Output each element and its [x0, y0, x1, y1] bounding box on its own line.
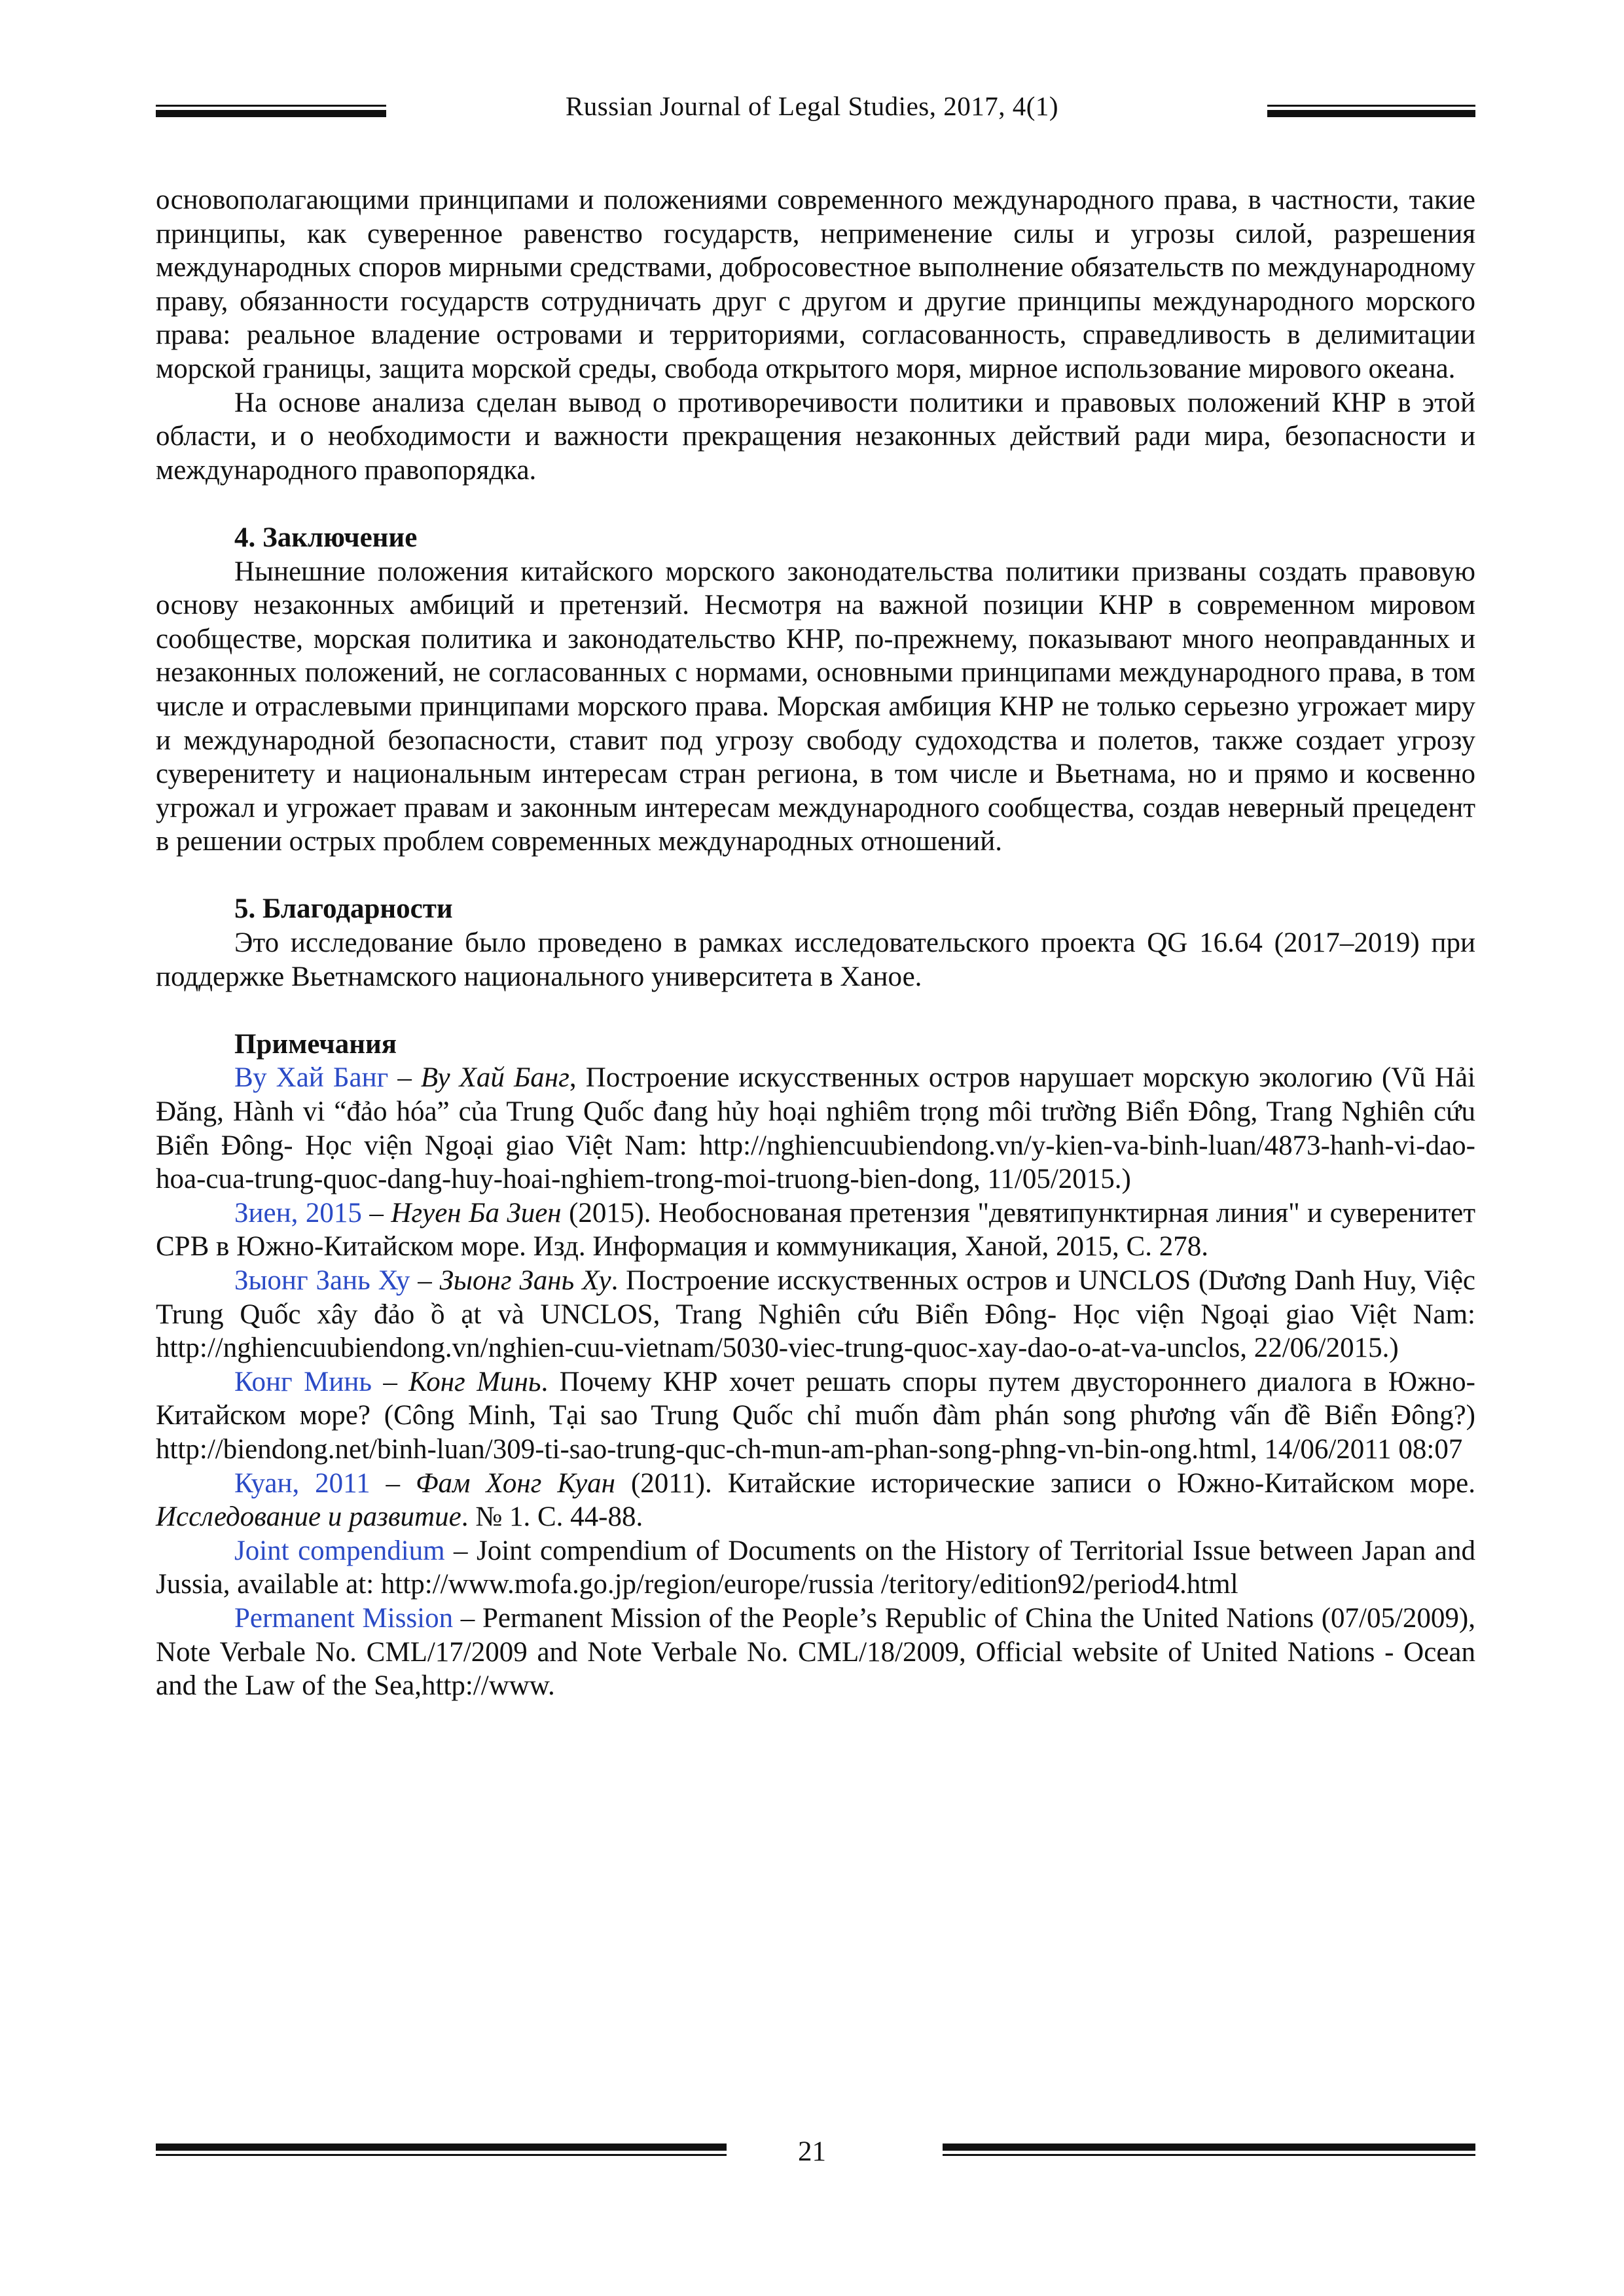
reference-link[interactable]: Конг Минь: [234, 1366, 372, 1397]
reference-text: . Почему КНР хочет решать споры путем двустороннего диалога в Южно-Китайском море? (Công Minh, Tại sao Trung Quốc chỉ muốn đàm phán song phương vấn đề Biển Đông?) http://biendong.net/binh-luan/309-ti-sao-trung-quc-ch-mun-am-phan-song-phng-vn-bin-ong.html, 14/06/2011 08:07: [156, 1366, 1476, 1465]
body-paragraph: Это исследование было проведено в рамках исследовательского проекта QG 16.64 (2017–2019) при поддержке Вьетнамского национального университета в Ханое.: [156, 927, 1475, 992]
reference-entry: Зиен, 2015 – Нгуен Ба Зиен (2015). Необоснованая претензия "девятипунктирная линия" и суверенитет СРВ в Южно-Китайском море. Изд. Информация и коммуникация, Ханой, 2015, С. 278.: [156, 1197, 1476, 1263]
reference-author: Фам Хонг Куан: [415, 1467, 616, 1499]
reference-entry: Ву Хай Банг – Ву Хай Банг, Построение искусственных остров нарушает морскую экологию (Vũ Hải Đăng, Hành vi “đảo hóa” của Trung Quốc đang hủy hoại nghiêm trọng môi trường Biển Đông, Trang Nghiên cứu Biển Đông- Học viện Ngoại giao Việt Nam: http://nghiencuubiendong.vn/y-kien-va-binh-luan/4873-hanh-vi-dao-hoa-cua-trung-quoc-dang-huy-hoai-nghiem-trong-moi-truong-bien-dong, 11/05/2015.): [156, 1062, 1475, 1195]
section-heading: Примечания: [234, 1028, 397, 1060]
reference-text: (2011). Китайские исторические записи о Южно-Китайском море.: [615, 1467, 1475, 1499]
reference-entry: Зыонг Зань Ху – Зыонг Зань Ху. Построение исскуственных остров и UNCLOS (Dương Danh Huy, Việc Trung Quốc xây đảo ồ ạt và UNCLOS, Trang Nghiên cứu Biển Đông- Học viện Ngoại giao Việt Nam: http://nghiencuubiendong.vn/nghien-cuu-vietnam/5030-viec-trung-quoc-xay-dao-o-at-va-unclos, 22/06/2015.): [156, 1265, 1476, 1364]
reference-author: Конг Минь: [408, 1366, 541, 1397]
section-heading: 4. Заключение: [234, 522, 418, 553]
reference-link[interactable]: Permanent Mission: [234, 1602, 454, 1634]
reference-author: Ву Хай Банг: [420, 1062, 569, 1094]
body-paragraph: Нынешние положения китайского морского законодательства политики призваны создать правовую основу незаконных амбиций и претензий. Несмотря на важной позиции КНР в современном мировом сообществе, морская политика и законодательство КНР, по-прежнему, показывают много неоправданных и незаконных положений, не согласованных с нормами, основными принципами международного права, в том числе и отраслевыми принципами морского права. Морская амбиция КНР не только серьезно угрожает миру и международной безопасности, ставит под угрозу свободу судоходства и полетов, также создает угрозу суверенитету и национальным интересам стран региона, в том числе и Вьетнама, но и прямо и косвенно угрожал и угрожает правам и законным интересам международного сообщества, создав неверный прецедент в решении острых проблем современных международных отношений.: [156, 556, 1475, 857]
reference-link[interactable]: Куан, 2011: [234, 1467, 370, 1499]
section-heading: 5. Благодарности: [234, 893, 453, 925]
reference-text: , Построение искусственных остров нарушает морскую экологию (Vũ Hải Đăng, Hành vi “đảo hóa” của Trung Quốc đang hủy hoại nghiêm trọng môi trường Biển Đông, Trang Nghiên cứu Biển Đông- Học viện Ngoại giao Việt Nam: http://nghiencuubiendong.vn/y-kien-va-binh-luan/4873-hanh-vi-dao-hoa-cua-trung-quoc-dang-huy-hoai-nghiem-trong-moi-truong-bien-dong, 11/05/2015.): [156, 1062, 1475, 1195]
reference-entry: Permanent Mission – Permanent Mission of the People’s Republic of China the United Nations (07/05/2009), Note Verbale No. CML/17/2009 and Note Verbale No. CML/18/2009, Official website of United Nations - Ocean and the Law of the Sea,http://www.: [156, 1602, 1476, 1702]
footer-rule-left: [156, 2144, 727, 2156]
reference-entry: Куан, 2011 – Фам Хонг Куан (2011). Китайские исторические записи о Южно-Китайском море. Исследование и развитие. № 1. С. 44-88.: [156, 1467, 1475, 1533]
reference-author: Нгуен Ба Зиен: [391, 1197, 562, 1229]
reference-link[interactable]: Ву Хай Банг: [234, 1062, 389, 1094]
reference-journal: Исследование и развитие: [156, 1501, 461, 1533]
body-paragraph: На основе анализа сделан вывод о противоречивости политики и правовых положений КНР в этой области, и о необходимости и важности прекращения незаконных действий ради мира, безопасности и международного правопорядка.: [156, 387, 1475, 486]
reference-text: (2015). Необоснованая претензия "девятипунктирная линия" и суверенитет СРВ в Южно-Китайском море. Изд. Информация и коммуникация, Ханой, 2015, С. 278.: [156, 1197, 1476, 1263]
reference-link[interactable]: Зиен, 2015: [234, 1197, 362, 1229]
reference-link[interactable]: Joint compendium: [234, 1535, 445, 1566]
page-content: [156, 183, 1475, 1703]
reference-author: Зыонг Зань Ху: [439, 1265, 611, 1296]
reference-text: . Построение исскуственных остров и UNCLOS (Dương Danh Huy, Việc Trung Quốc xây đảo ồ ạt và UNCLOS, Trang Nghiên cứu Biển Đông- Học viện Ngoại giao Việt Nam: http://nghiencuubiendong.vn/nghien-cuu-vietnam/5030-viec-trung-quoc-xay-dao-o-at-va-unclos, 22/06/2015.): [156, 1265, 1476, 1364]
reference-entry: Конг Минь – Конг Минь. Почему КНР хочет решать споры путем двустороннего диалога в Южно-Китайском море? (Công Minh, Tại sao Trung Quốc chỉ muốn đàm phán song phương vấn đề Biển Đông?) http://biendong.net/binh-luan/309-ti-sao-trung-quc-ch-mun-am-phan-song-phng-vn-bin-ong.html, 14/06/2011 08:07: [156, 1366, 1476, 1465]
reference-text: Permanent Mission of the People’s Republic of China the United Nations (07/05/2009), Note Verbale No. CML/17/2009 and Note Verbale No. CML/18/2009, Official website of United Nations - Ocean and the Law of the Sea,http://www.: [156, 1602, 1476, 1702]
reference-link[interactable]: Зыонг Зань Ху: [234, 1265, 410, 1296]
page-number: 21: [798, 2136, 826, 2167]
footer-rule-right: [943, 2144, 1475, 2156]
reference-text: Joint compendium of Documents on the History of Territorial Issue between Japan and Jussia, available at: http://www.mofa.go.jp/region/europe/russia /teritory/edition92/period4.html: [156, 1535, 1476, 1600]
reference-entry: Joint compendium – Joint compendium of Documents on the History of Territorial Issue between Japan and Jussia, available at: http://www.mofa.go.jp/region/europe/russia /teritory/edition92/period4.html: [156, 1535, 1476, 1600]
running-header: Russian Journal of Legal Studies, 2017, 4(1): [565, 91, 1059, 121]
body-paragraph: основополагающими принципами и положениями современного международного права, в частности, такие принципы, как суверенное равенство государств, неприменение силы и угрозы силой, разрешения международных споров мирными средствами, добросовестное выполнение обязательств по международному праву, обязанности государств сотрудничать друг с другом и другие принципы международного морского права: реальное владение островами и территориями, согласованность, справедливость в делимитации морской границы, защита морской среды, свобода открытого моря, мирное использование мирового океана.: [156, 185, 1475, 384]
